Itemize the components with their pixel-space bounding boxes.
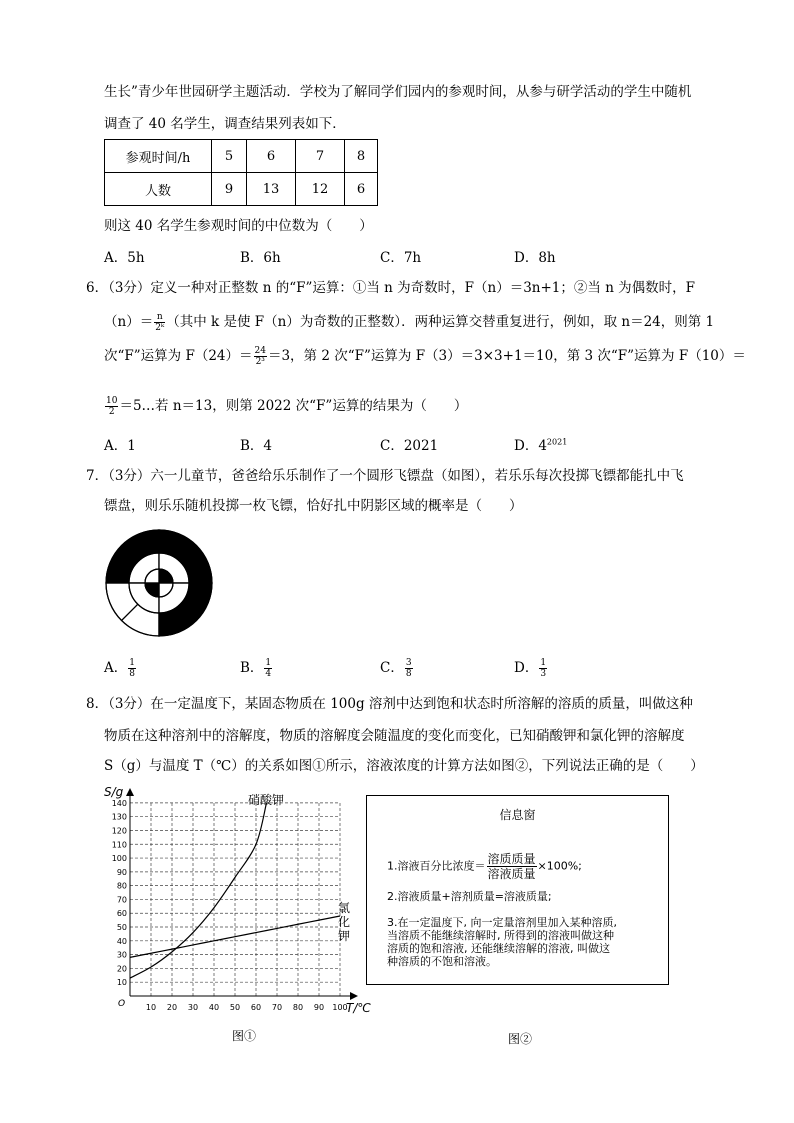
y-axis-label: S/g	[104, 785, 124, 799]
q5-option-c: C．7h	[380, 250, 422, 266]
table-cell: 6	[345, 173, 378, 206]
y-tick-label: 40	[116, 936, 127, 946]
table-cell: 6	[247, 140, 296, 173]
fraction-denominator: 3	[540, 669, 547, 679]
x-tick-labels	[146, 1003, 348, 1012]
info-item-2: 2.溶液质量+溶剂质量=溶液质量;	[387, 890, 552, 903]
q5-option-a: A．5h	[104, 250, 145, 266]
y-tick-label: 120	[111, 826, 127, 836]
x-tick-label: 90	[313, 1003, 325, 1012]
info-item-1	[387, 852, 582, 881]
table-cell: 9	[212, 173, 247, 206]
fraction-denominator: 2³	[255, 357, 265, 367]
x-tick-label: 100	[332, 1003, 348, 1012]
fraction-numerator: 24	[254, 346, 266, 356]
q7-option-b	[240, 656, 273, 679]
series-line-0	[130, 803, 267, 978]
q7-option-d	[514, 656, 548, 679]
figure-2-caption: 图②	[508, 1032, 533, 1046]
visit-time-table	[104, 139, 378, 206]
fraction-numerator: 3	[405, 658, 412, 668]
q6-text-line3	[104, 346, 746, 367]
q6-line3-post: ＝3，第 2 次“F”运算为 F（3）＝3×3+1＝10，第 3 次“F”运算为 F（10）＝	[267, 348, 746, 364]
table-cell: 5	[212, 140, 247, 173]
option-fraction	[405, 658, 413, 679]
q7-option-c	[380, 656, 414, 679]
concentration-fraction	[487, 852, 537, 881]
x-tick-label: 70	[271, 1003, 283, 1012]
x-tick-label: 30	[187, 1003, 199, 1012]
info-window-title: 信息窗	[499, 808, 536, 822]
table-cell: 7	[296, 140, 345, 173]
q7-text-line1: 7．（3分）六一儿童节，爸爸给乐乐制作了一个圆形飞镖盘（如图），若乐乐每次投掷飞镖都能扎中飞	[86, 468, 684, 484]
q6-line4-post: ＝5…若 n＝13，则第 2022 次“F”运算的结果为（ ）	[119, 398, 468, 414]
table-row	[105, 173, 378, 206]
y-tick-label: 100	[111, 854, 127, 864]
q5-text-line2: 调查了 40 名学生，调查结果列表如下．	[104, 116, 346, 132]
info-item-1-pre: 1.溶液百分比浓度＝	[387, 859, 486, 873]
info-item-1-post: ×100%;	[537, 859, 582, 873]
x-tick-label: 10	[145, 1003, 157, 1012]
y-tick-label: 50	[116, 923, 127, 933]
q6-option-d-exponent: 2021	[546, 437, 568, 447]
fraction-denominator: 2ᵏ	[155, 323, 165, 333]
info-item-3-line: 种溶质的不饱和溶液。	[387, 955, 497, 968]
q5-text-line1: 生长”青少年世园研学主题活动．学校为了解同学们园内的参观时间，从参与研学活动的学生中随机	[104, 84, 692, 100]
series-label-kcl-1: 氯	[338, 901, 351, 915]
option-label: B．	[240, 660, 264, 676]
fraction-denominator: 溶液质量	[487, 867, 536, 881]
fraction-numerator: 溶质质量	[487, 852, 536, 866]
fraction-denominator: 8	[405, 669, 412, 679]
y-tick-label: 130	[111, 812, 127, 822]
q6-line2-post: （其中 k 是使 F（n）为奇数的正整数）．两种运算交替重复进行，例如，取 n＝24，则第 1	[166, 314, 715, 330]
q6-fraction	[105, 396, 118, 417]
x-tick-label: 50	[229, 1003, 241, 1012]
figure-1-caption: 图①	[232, 1029, 257, 1043]
option-fraction	[128, 658, 136, 679]
q8-text-line2: 物质在这种溶剂中的溶解度，物质的溶解度会随温度的变化而变化，已知硝酸钾和氯化钾的溶解度	[104, 728, 685, 744]
solubility-chart	[100, 784, 380, 1024]
fraction-denominator: 4	[265, 669, 272, 679]
x-tick-label: 80	[292, 1003, 304, 1012]
q6-fraction	[154, 312, 165, 333]
option-label: A．	[104, 660, 128, 676]
q6-option-d-base: D．4	[514, 438, 547, 454]
y-tick-label: 70	[116, 895, 127, 905]
table-cell: 12	[296, 173, 345, 206]
table-cell: 8	[345, 140, 378, 173]
fraction-numerator: 1	[540, 658, 547, 668]
x-axis-label: T/℃	[346, 1001, 371, 1015]
table-header-cell: 参观时间/h	[105, 140, 212, 173]
table-header-cell: 人数	[105, 173, 212, 206]
info-item-3-line: 溶质的饱和溶液, 还能继续溶解的溶液, 叫做这	[387, 942, 610, 955]
q6-text-line4	[104, 396, 467, 417]
q8-text-line3: S（g）与温度 T（℃）的关系如图①所示，溶液浓度的计算方法如图②，下列说法正确的是（ ）	[104, 758, 704, 774]
fraction-numerator: n	[154, 312, 165, 323]
option-label: D．	[514, 660, 539, 676]
fraction-numerator: 1	[129, 658, 135, 668]
y-tick-labels	[112, 799, 127, 987]
series-label-kno3: 硝酸钾	[248, 793, 285, 807]
fraction-numerator: 10	[106, 396, 118, 406]
q6-option-a: A．1	[104, 438, 136, 454]
q7-text-line2: 镖盘，则乐乐随机投掷一枚飞镖，恰好扎中阴影区域的概率是（ ）	[104, 498, 523, 514]
x-tick-label: 60	[250, 1003, 262, 1012]
q6-line3-pre: 次“F”运算为 F（24）＝	[104, 348, 253, 364]
y-tick-label: 90	[116, 867, 127, 877]
q6-line2-pre: （n）＝	[104, 314, 154, 330]
option-fraction	[539, 658, 547, 679]
info-window	[366, 795, 669, 985]
option-fraction	[264, 658, 272, 679]
q7-option-a	[104, 656, 137, 679]
q5-option-b: B．6h	[240, 250, 281, 266]
y-tick-label: 10	[116, 978, 127, 988]
info-item-3-line: 当溶质不能继续溶解时, 所得到的溶液叫做这种	[387, 929, 614, 942]
x-tick-label: 20	[166, 1003, 178, 1012]
fraction-numerator: 1	[265, 658, 272, 668]
series-label-kcl-3: 钾	[338, 929, 351, 943]
q8-text-line1: 8．（3分）在一定温度下，某固态物质在 100g 溶剂中达到饱和状态时所溶解的溶质的质量，叫做这种	[86, 696, 693, 712]
x-tick-label: 40	[208, 1003, 220, 1012]
option-label: C．	[380, 660, 404, 676]
y-tick-label: 30	[116, 950, 127, 960]
fraction-denominator: 2	[108, 407, 115, 417]
info-item-3-line: 3.在一定温度下, 向一定量溶剂里加入某种溶质,	[387, 916, 617, 929]
table-cell: 13	[247, 173, 296, 206]
y-tick-label: 20	[116, 964, 127, 974]
y-tick-label: 140	[111, 798, 127, 808]
chart-grid	[130, 803, 340, 996]
table-row	[105, 140, 378, 173]
q6-option-d	[514, 434, 567, 454]
q6-fraction	[254, 346, 267, 367]
y-tick-label: 110	[111, 840, 127, 850]
y-tick-label: 80	[116, 881, 127, 891]
dartboard-figure	[104, 528, 214, 638]
fraction-denominator: 8	[129, 669, 135, 679]
q6-option-c: C．2021	[380, 438, 439, 454]
series-line-1	[130, 916, 340, 957]
q6-text-line2	[104, 312, 714, 333]
q5-question: 则这 40 名学生参观时间的中位数为（ ）	[104, 218, 373, 234]
q5-option-d: D．8h	[514, 250, 556, 266]
series-label-kcl-2: 化	[338, 915, 351, 929]
q6-text-line1: 6．（3分）定义一种对正整数 n 的“F”运算：①当 n 为奇数时，F（n）＝3n+1；②当 n 为偶数时，F	[86, 280, 696, 296]
origin-label: O	[118, 999, 126, 1009]
q6-option-b: B．4	[240, 438, 273, 454]
y-tick-label: 60	[116, 909, 127, 919]
